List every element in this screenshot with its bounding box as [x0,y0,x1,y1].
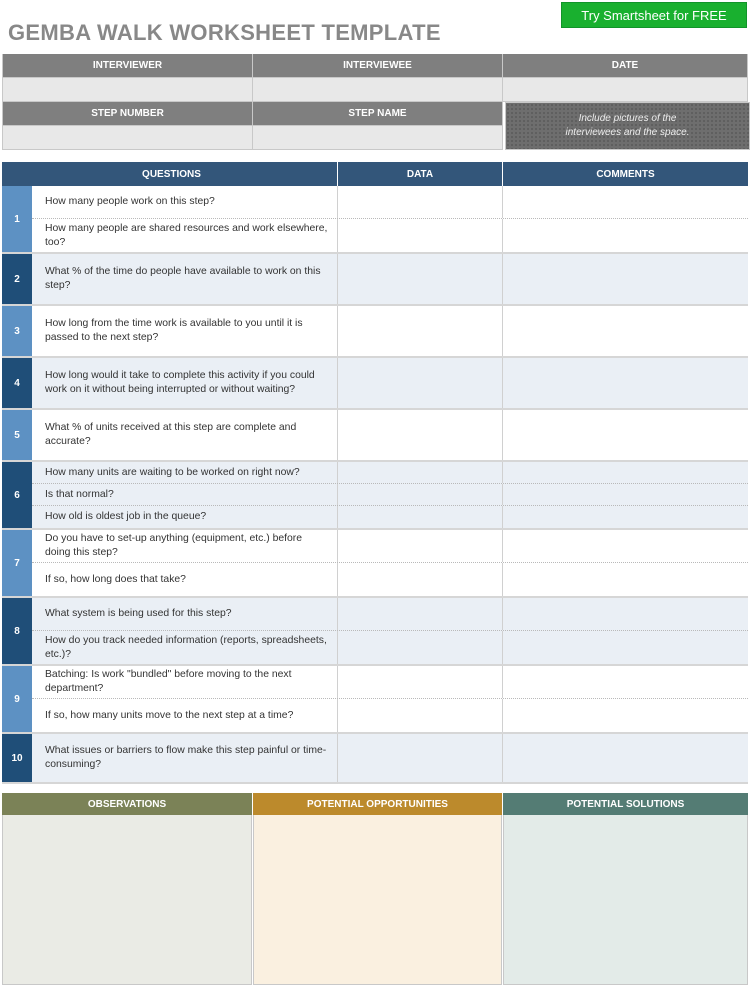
question-text: Do you have to set-up anything (equipment, etc.) before doing this step? [32,530,338,562]
table-row [32,598,748,631]
step-number-3: 3 [2,306,32,356]
step-number-header: STEP NUMBER [2,102,253,126]
interviewee-field[interactable] [253,78,503,102]
data-cell[interactable] [338,410,503,460]
question-group-7 [2,530,748,598]
step-number-1: 1 [2,186,32,252]
question-group-6 [2,462,748,530]
question-text: What % of units received at this step are complete and accurate? [32,410,338,460]
solutions-box[interactable] [503,815,748,985]
comments-cell[interactable] [503,219,748,252]
comments-cell[interactable] [503,358,748,408]
question-text: What % of the time do people have available to work on this step? [32,254,338,304]
question-text: How many units are waiting to be worked on right now? [32,462,338,483]
interviewee-header: INTERVIEWEE [253,54,503,78]
comments-cell[interactable] [503,506,748,528]
table-row [32,410,748,460]
question-text: Batching: Is work "bundled" before moving to the next department? [32,666,338,698]
opportunities-header: POTENTIAL OPPORTUNITIES [253,793,502,815]
data-cell[interactable] [338,358,503,408]
data-cell[interactable] [338,254,503,304]
info-table [2,54,748,150]
questions-table-header [2,162,748,186]
comments-cell[interactable] [503,666,748,698]
data-cell[interactable] [338,219,503,252]
step-name-header: STEP NAME [253,102,503,126]
comments-cell[interactable] [503,734,748,782]
interviewer-header: INTERVIEWER [2,54,253,78]
table-row [32,734,748,782]
table-row [32,699,748,732]
question-text: How do you track needed information (reports, spreadsheets, etc.)? [32,631,338,664]
question-group-9 [2,666,748,734]
step-number-7: 7 [2,530,32,596]
data-cell[interactable] [338,306,503,356]
table-row [32,462,748,484]
data-cell[interactable] [338,484,503,505]
comments-cell[interactable] [503,484,748,505]
question-group-10 [2,734,748,784]
question-group-3 [2,306,748,358]
data-cell[interactable] [338,631,503,664]
comments-cell[interactable] [503,598,748,630]
question-text: How many people are shared resources and work elsewhere, too? [32,219,338,252]
data-cell[interactable] [338,666,503,698]
data-cell[interactable] [338,186,503,218]
observations-box[interactable] [2,815,252,985]
table-row [32,631,748,664]
page-title: GEMBA WALK WORKSHEET TEMPLATE [8,20,441,45]
data-cell[interactable] [338,699,503,732]
table-row [32,306,748,356]
question-text: What system is being used for this step? [32,598,338,630]
table-row [32,358,748,408]
question-text: How long from the time work is available to you until it is passed to the next step? [32,306,338,356]
comments-cell[interactable] [503,699,748,732]
summary-section [2,793,748,985]
solutions-header: POTENTIAL SOLUTIONS [503,793,748,815]
question-text: Is that normal? [32,484,338,505]
table-row [32,186,748,219]
questions-header: QUESTIONS [2,162,338,186]
observations-header: OBSERVATIONS [2,793,252,815]
comments-cell[interactable] [503,186,748,218]
data-cell[interactable] [338,462,503,483]
question-group-1 [2,186,748,254]
step-number-4: 4 [2,358,32,408]
solutions-column [503,793,748,985]
date-header: DATE [503,54,748,78]
step-name-field[interactable] [253,126,503,150]
comments-cell[interactable] [503,631,748,664]
photo-placeholder[interactable] [505,102,750,150]
question-group-2 [2,254,748,306]
data-header: DATA [338,162,503,186]
comments-header: COMMENTS [503,162,748,186]
step-number-8: 8 [2,598,32,664]
step-number-10: 10 [2,734,32,782]
data-cell[interactable] [338,563,503,596]
question-text: If so, how many units move to the next step at a time? [32,699,338,732]
data-cell[interactable] [338,530,503,562]
comments-cell[interactable] [503,563,748,596]
step-number-5: 5 [2,410,32,460]
question-text: If so, how long does that take? [32,563,338,596]
step-number-field[interactable] [2,126,253,150]
data-cell[interactable] [338,598,503,630]
comments-cell[interactable] [503,462,748,483]
question-group-5 [2,410,748,462]
question-text: How long would it take to complete this activity if you could work on it without being interrupted or without waiting? [32,358,338,408]
photo-hint: Include pictures of the interviewees and the space. [565,113,690,138]
data-cell[interactable] [338,734,503,782]
table-row [32,666,748,699]
table-row [32,484,748,506]
opportunities-box[interactable] [253,815,502,985]
table-row [32,254,748,304]
table-row [32,219,748,252]
date-field[interactable] [503,78,748,102]
try-smartsheet-button[interactable]: Try Smartsheet for FREE [561,2,747,28]
data-cell[interactable] [338,506,503,528]
table-row [32,506,748,528]
question-group-8 [2,598,748,666]
comments-cell[interactable] [503,254,748,304]
question-group-4 [2,358,748,410]
comments-cell[interactable] [503,410,748,460]
comments-cell[interactable] [503,306,748,356]
step-number-9: 9 [2,666,32,732]
comments-cell[interactable] [503,530,748,562]
question-text: How old is oldest job in the queue? [32,506,338,528]
question-text: How many people work on this step? [32,186,338,218]
observations-column [2,793,253,985]
step-number-2: 2 [2,254,32,304]
questions-table [2,186,748,784]
table-row [32,530,748,563]
interviewer-field[interactable] [2,78,253,102]
opportunities-column [253,793,503,985]
table-row [32,563,748,596]
question-text: What issues or barriers to flow make this step painful or time-consuming? [32,734,338,782]
step-number-6: 6 [2,462,32,528]
